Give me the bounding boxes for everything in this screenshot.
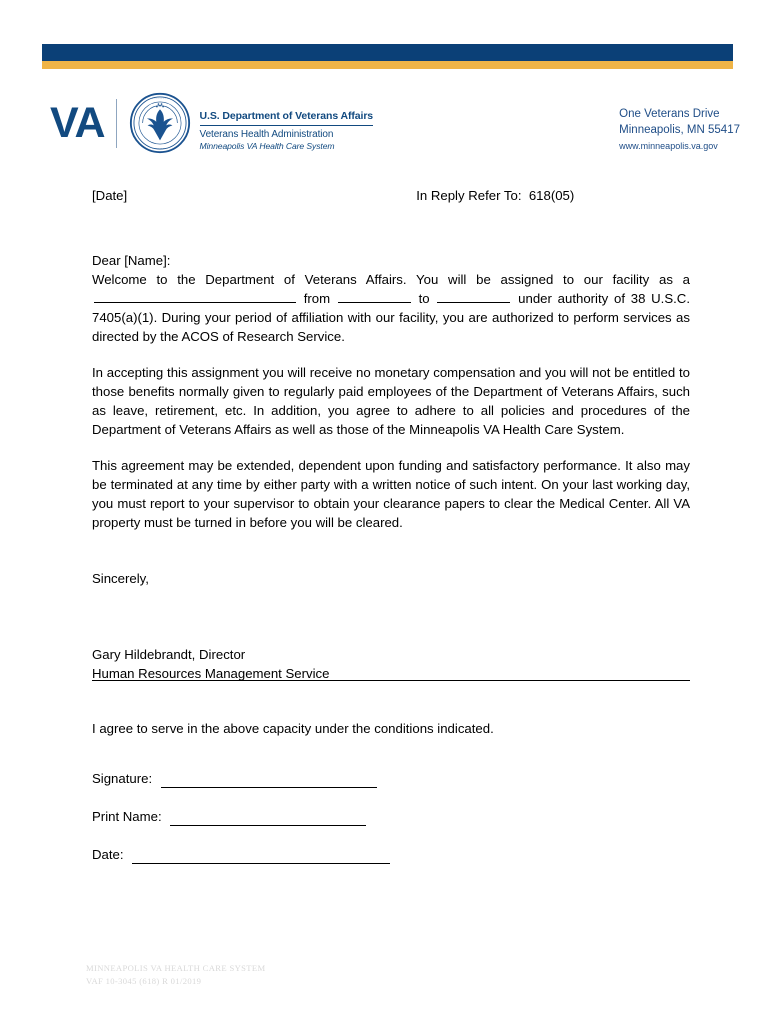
- paragraph-assignment: [92, 270, 690, 346]
- letter-body: [92, 186, 690, 883]
- blank-end-date[interactable]: [437, 289, 510, 303]
- paragraph-assignment-part4: under authority of 38 U.S.C. 7405(a)(1). During your period of affiliation with our facility, you are authorized to perform services as directed by the ACOS of Research Service.: [92, 291, 690, 344]
- paragraph-compensation: In accepting this assignment you will receive no monetary compensation and you will not be entitled to those benefits normally given to regularly paid employees of the Department of Veterans Affairs, such as leave, retirement, etc. In addition, you agree to adhere to all policies and procedures of the Department of Veterans Affairs as well as those of the Minneapolis VA Health Care System.: [92, 365, 690, 437]
- closing-salutation: Sincerely,: [92, 571, 149, 586]
- footer-facility-name: MINNEAPOLIS VA HEALTH CARE SYSTEM: [86, 963, 266, 973]
- print-name-field-input[interactable]: [170, 812, 366, 826]
- svg-text:· · · · · · · · ·: · · · · · · · · ·: [151, 146, 168, 151]
- blank-position-title[interactable]: [94, 289, 296, 303]
- va-seal-icon: [129, 92, 191, 154]
- page-footer: [86, 962, 265, 989]
- signature-field-row: [92, 769, 690, 788]
- banner-navy-bar: [42, 44, 733, 61]
- address-city-state-zip: Minneapolis, MN 55417: [619, 124, 740, 137]
- agency-department-label: U.S. Department of Veterans Affairs: [200, 110, 374, 126]
- letterhead: [50, 92, 740, 154]
- print-name-field-row: [92, 807, 690, 826]
- date-and-reference-row: [92, 186, 690, 205]
- signer-title: Human Resources Management Service: [92, 666, 330, 681]
- agency-department-line: [200, 104, 374, 126]
- address-street: One Veterans Drive: [619, 108, 720, 120]
- agency-administration-label: Veterans Health Administration: [199, 128, 334, 140]
- va-logo: [50, 92, 200, 154]
- print-name-field-label: Print Name:: [92, 809, 166, 824]
- signature-field-input[interactable]: [161, 774, 377, 788]
- svg-text:· · · · · · · · ·: · · · · · · · · ·: [151, 97, 168, 102]
- in-reply-refer-to: In Reply Refer To: 618(05): [416, 188, 575, 203]
- paragraph-assignment-part3: to: [412, 291, 436, 306]
- date-placeholder: [Date]: [92, 188, 128, 203]
- signature-field-label: Signature:: [92, 771, 156, 786]
- blank-start-date[interactable]: [338, 289, 411, 303]
- date-field-input[interactable]: [132, 850, 390, 864]
- logo-divider: [116, 99, 117, 148]
- salutation: Dear [Name]:: [92, 253, 171, 268]
- address-website-link[interactable]: www.minneapolis.va.gov: [619, 140, 718, 151]
- header-banner: [42, 44, 733, 69]
- footer-form-number: VAF 10-3045 (618) R 01/2019: [86, 976, 202, 987]
- facility-address: [619, 92, 740, 152]
- date-field-row: [92, 845, 690, 864]
- date-field-label: Date:: [92, 847, 128, 862]
- signer-name: Gary Hildebrandt, Director: [92, 647, 246, 662]
- agreement-statement: I agree to serve in the above capacity under the conditions indicated.: [92, 721, 494, 736]
- paragraph-termination: This agreement may be extended, dependent upon funding and satisfactory performance. It also may be terminated at any time by either party with a written notice of such intent. On your last working day, you must report to your supervisor to obtain your clearance papers to clear the Medical Center. All VA property must be turned in before you will be cleared.: [92, 458, 690, 530]
- agency-text-block: [200, 92, 374, 152]
- va-wordmark: VA: [50, 98, 105, 147]
- acknowledgement-fields: [92, 769, 690, 864]
- paragraph-assignment-part1: Welcome to the Department of Veterans Affairs. You will be assigned to our facility as a: [92, 272, 690, 287]
- signature-block: [92, 645, 690, 681]
- agency-facility-label: Minneapolis VA Health Care System: [199, 141, 335, 152]
- paragraph-assignment-part2: from: [298, 291, 336, 306]
- banner-gold-bar: [42, 61, 733, 69]
